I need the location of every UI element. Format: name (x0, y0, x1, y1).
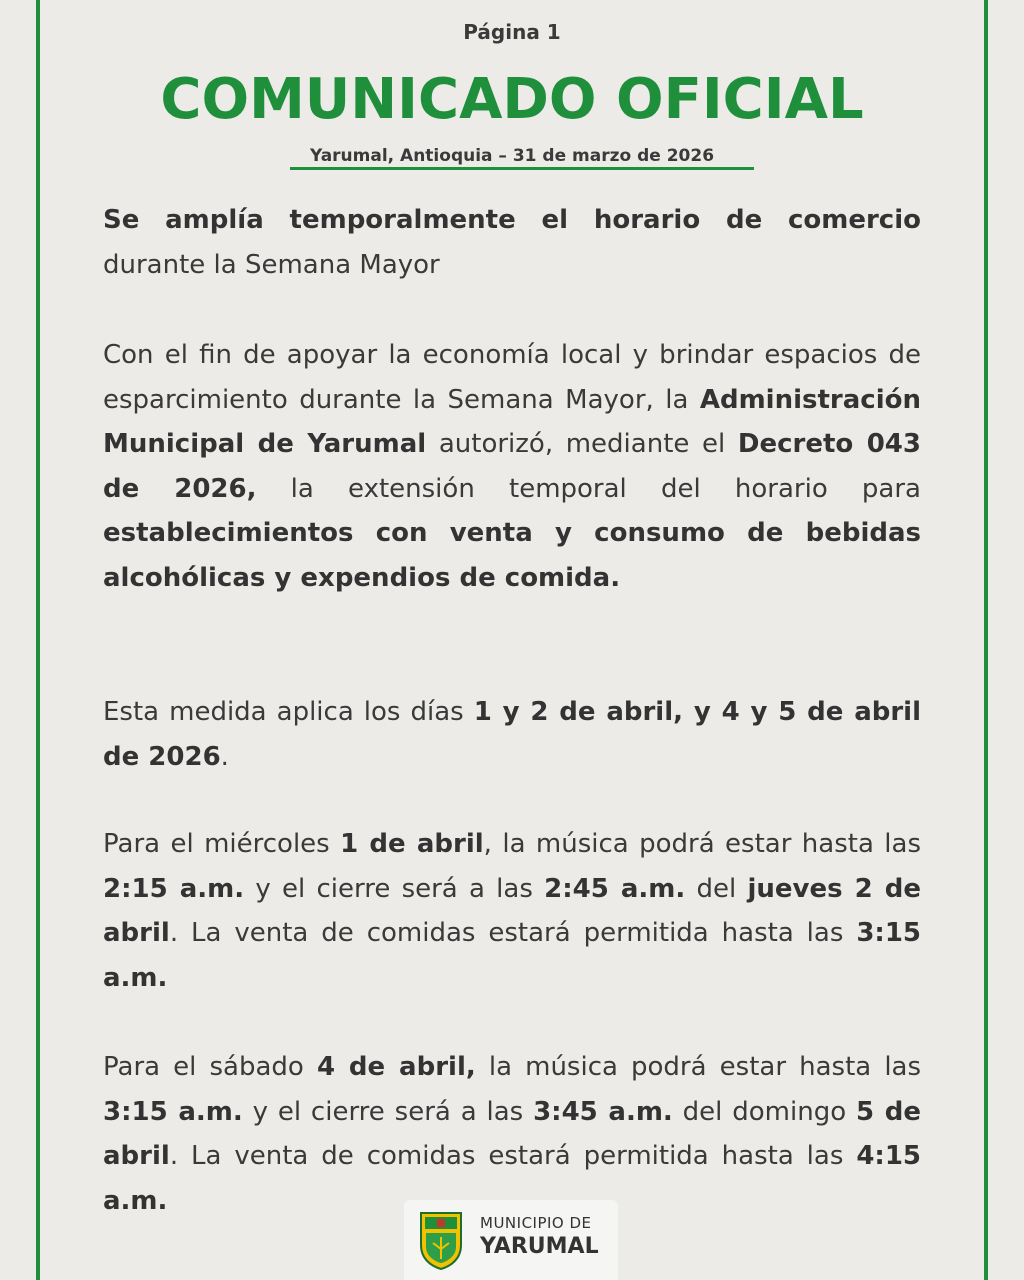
bold-run: 3:45 a.m. (533, 1096, 673, 1127)
lead-rest: durante la Semana Mayor (103, 249, 440, 280)
paragraph-wednesday (103, 822, 921, 1000)
municipality-logo (404, 1200, 618, 1280)
dateline-underline (290, 167, 754, 170)
coat-of-arms-icon (418, 1209, 464, 1271)
text-run: la música podrá estar hasta las (475, 1052, 922, 1082)
lead-bold: Se amplía temporalmente el horario de comercio (103, 205, 921, 235)
page-number: Página 1 (463, 20, 561, 44)
bold-run: 3:15 a.m. (103, 1096, 243, 1127)
bold-run: 2:45 a.m. (544, 873, 686, 904)
bold-run: 2:15 a.m. (103, 873, 245, 904)
text-run: Esta medida aplica los días (103, 697, 474, 727)
dateline: Yarumal, Antioquia – 31 de marzo de 2026 (309, 146, 715, 166)
page-title: COMUNICADO OFICIAL (160, 67, 864, 132)
text-run: y el cierre será a las (242, 1096, 534, 1127)
text-run: del domingo (672, 1096, 856, 1127)
bold-run: Decreto 043 de 2026, (103, 429, 921, 504)
text-run: Con el fin de apoyar la economía local y brindar espacios de esparcimiento durante la Semana Mayor, la (103, 340, 921, 415)
text-run: la extensión temporal del horario para (256, 473, 921, 504)
text-run: , la música podrá estar hasta las (483, 829, 922, 859)
text-run: y el cierre será a las (244, 873, 545, 904)
paragraph-saturday (103, 1045, 921, 1223)
text-run: . La venta de comidas estará permitida hasta las (169, 1141, 857, 1171)
text-run: . (220, 741, 229, 772)
text-run: . La venta de comidas estará permitida hasta las (169, 918, 857, 948)
text-run: Para el miércoles (103, 829, 341, 859)
bold-run: 3:15 a.m. (103, 918, 921, 993)
bold-run: establecimientos con venta y consumo de bebidas alcohólicas y expendios de comida. (103, 518, 921, 593)
paragraph-decree (103, 333, 921, 600)
lead-paragraph (103, 198, 921, 287)
paragraph-dates (103, 690, 921, 779)
bold-run: 1 y 2 de abril, y 4 y 5 de abril de 2026 (103, 697, 921, 772)
text-run: Para el sábado (103, 1052, 317, 1082)
page-border-right (984, 0, 988, 1280)
page-border-left (36, 0, 40, 1280)
bold-run: jueves 2 de abril (103, 873, 921, 948)
bold-run: 4 de abril, (316, 1052, 476, 1082)
bold-run: 4:15 a.m. (103, 1141, 921, 1216)
bold-run: 5 de abril (103, 1096, 921, 1171)
logo-text-top: MUNICIPIO DE (480, 1214, 592, 1232)
bold-run: Administración Municipal de Yarumal (103, 384, 921, 459)
logo-text-bottom: YARUMAL (480, 1234, 599, 1259)
text-run: autorizó, mediante el (426, 429, 738, 459)
text-run: del (685, 873, 748, 904)
bold-run: 1 de abril (340, 829, 484, 859)
